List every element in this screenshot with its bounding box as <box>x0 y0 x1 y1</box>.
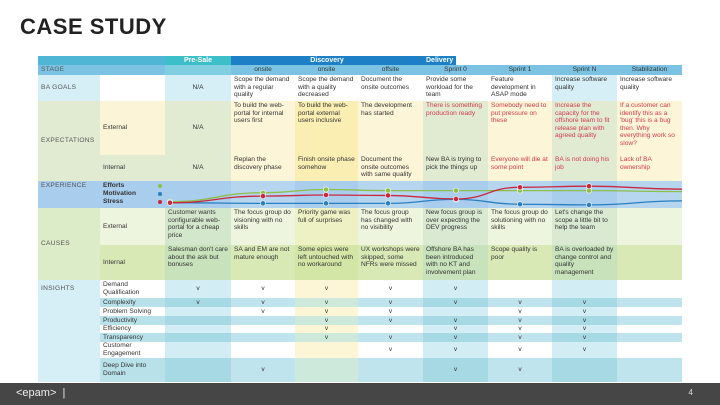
insight-check: v <box>423 325 488 333</box>
stage-2: onsite <box>295 65 358 75</box>
causes-external-label: External <box>100 208 165 245</box>
expectation-cell: Finish onsite phase somehow <box>295 155 358 181</box>
insights-label: INSIGHTS <box>38 280 100 382</box>
insight-check <box>231 333 295 342</box>
header-blank <box>38 56 165 65</box>
insight-check <box>165 342 231 358</box>
point-motivation <box>260 201 265 206</box>
legend-item <box>103 182 162 190</box>
insight-check <box>358 358 423 382</box>
insight-check <box>295 358 358 382</box>
insight-check <box>617 307 682 316</box>
insight-check: v <box>358 333 423 342</box>
causes-label: CAUSES <box>38 208 100 280</box>
goals-sub <box>100 75 165 101</box>
page-number: 4 <box>688 388 693 397</box>
insight-check: v <box>423 342 488 358</box>
insight-check <box>617 342 682 358</box>
cause-cell: Scope quality is poor <box>488 245 552 280</box>
insight-label: Productivity <box>100 316 165 325</box>
expectation-cell: Replan the discovery phase <box>231 155 295 181</box>
goals-label: BA GOALS <box>38 75 100 101</box>
insight-check: v <box>165 280 231 298</box>
phase-delivery: Delivery <box>423 56 456 65</box>
stage-7: Stabilization <box>617 65 682 75</box>
cause-cell: Some epics were left untouched with no workaround <box>295 245 358 280</box>
goal-cell: Scope the demand with a regular quality <box>231 75 295 101</box>
expectation-cell: To build the web-portal external users inclusive <box>295 101 358 155</box>
insight-label: Complexity <box>100 298 165 307</box>
cause-cell: The focus group do solutioning with no skills <box>488 208 552 245</box>
point-stress <box>586 184 591 189</box>
cause-cell: Salesman don't care about the ask but bonuses <box>165 245 231 280</box>
insight-check: v <box>552 316 617 325</box>
insight-check <box>617 358 682 382</box>
cause-cell: The focus group has changed with no visibility <box>358 208 423 245</box>
expectation-cell: The development has started <box>358 101 423 155</box>
insight-check: v <box>231 280 295 298</box>
insight-check: v <box>488 316 552 325</box>
stage-0 <box>165 65 231 75</box>
insight-check: v <box>358 298 423 307</box>
point-stress <box>453 196 458 201</box>
expectation-cell: Increase the capacity for the offshore team to fit release plan with agreed quality <box>552 101 617 155</box>
point-motivation <box>385 201 390 206</box>
point-stress <box>260 194 265 199</box>
expectation-cell: Document the onsite outcomes with same quality <box>358 155 423 181</box>
legend-marker-icon <box>158 192 162 196</box>
logo-text: <epam> <box>16 387 57 399</box>
goal-cell: Scope the demand with a quality decreased <box>295 75 358 101</box>
insight-check <box>165 316 231 325</box>
insight-check <box>617 333 682 342</box>
insight-check: v <box>295 325 358 333</box>
expectation-cell: There is something production ready <box>423 101 488 155</box>
point-efforts <box>385 188 390 193</box>
cause-cell: BA is overloaded by change control and quality management <box>552 245 617 280</box>
insight-check: v <box>231 298 295 307</box>
insight-check <box>231 325 295 333</box>
cause-cell <box>617 208 682 245</box>
point-motivation <box>323 201 328 206</box>
legend-item <box>103 198 162 206</box>
insight-check <box>231 342 295 358</box>
phase-presale: Pre-Sale <box>165 56 231 65</box>
point-stress <box>517 185 522 190</box>
expectation-cell: N/A <box>165 155 231 181</box>
insight-check <box>165 333 231 342</box>
insight-check: v <box>552 325 617 333</box>
insight-check <box>488 280 552 298</box>
expectations-external-label: External <box>100 101 165 155</box>
insight-label: Efficiency <box>100 325 165 333</box>
stage-1: onsite <box>231 65 295 75</box>
expectation-cell: BA is not doing his job <box>552 155 617 181</box>
expectations-label: EXPECTATIONS <box>38 101 100 181</box>
insight-check: v <box>295 298 358 307</box>
stage-5: Sprint 1 <box>488 65 552 75</box>
goal-cell: Feature development in ASAP mode <box>488 75 552 101</box>
insight-check <box>358 325 423 333</box>
cause-cell: The focus group do visioning with no skills <box>231 208 295 245</box>
insight-check <box>552 280 617 298</box>
point-motivation <box>586 202 591 207</box>
insight-check: v <box>488 325 552 333</box>
legend-marker-icon <box>158 200 162 204</box>
cause-cell: Priority game was full of surprises <box>295 208 358 245</box>
series-line-motivation <box>170 199 682 205</box>
point-efforts <box>323 187 328 192</box>
insight-label: Problem Solving <box>100 307 165 316</box>
experience-legend <box>100 181 165 208</box>
cause-cell <box>617 245 682 280</box>
stage-label: STAGE <box>38 65 165 75</box>
stage-4: Sprint 0 <box>423 65 488 75</box>
insight-check <box>617 280 682 298</box>
expectation-cell: Somebody need to put pressure on these <box>488 101 552 155</box>
series-line-stress <box>170 186 682 203</box>
insight-check: v <box>423 280 488 298</box>
experience-chart <box>165 181 682 208</box>
insight-check: v <box>552 342 617 358</box>
insight-check: v <box>295 316 358 325</box>
insight-check: v <box>231 358 295 382</box>
cause-cell: UX workshops were skipped, some NFRs were missed <box>358 245 423 280</box>
cause-cell: Customer wants configurable web-portal for a cheap price <box>165 208 231 245</box>
insight-check <box>165 307 231 316</box>
expectation-cell: Lack of BA ownership <box>617 155 682 181</box>
insight-label: Demand Qualification <box>100 280 165 298</box>
insight-check: v <box>423 298 488 307</box>
expectation-cell: To build the web-portal for internal users first <box>231 101 295 155</box>
insight-check: v <box>488 333 552 342</box>
insight-check: v <box>488 342 552 358</box>
expectation-cell: N/A <box>165 101 231 155</box>
point-stress <box>167 200 172 205</box>
goal-cell: N/A <box>165 75 231 101</box>
cause-cell: Let's change the scope a little bit to help the team <box>552 208 617 245</box>
insight-check: v <box>295 280 358 298</box>
insight-check: v <box>488 298 552 307</box>
cause-cell: New focus group is over expecting the DEV progress <box>423 208 488 245</box>
causes-internal-label: Internal <box>100 245 165 280</box>
insight-check: v <box>358 342 423 358</box>
stage-6: Sprint N <box>552 65 617 75</box>
insight-check: v <box>488 358 552 382</box>
point-motivation <box>517 202 522 207</box>
insight-check <box>423 307 488 316</box>
insight-check <box>552 358 617 382</box>
goal-cell: Provide some workload for the team <box>423 75 488 101</box>
insight-check: v <box>488 307 552 316</box>
legend-label: Motivation <box>103 190 136 197</box>
goal-cell: Increase software quality <box>617 75 682 101</box>
footer <box>0 383 720 405</box>
insight-check <box>231 316 295 325</box>
expectation-cell: New BA is trying to pick the things up <box>423 155 488 181</box>
insight-check: v <box>423 333 488 342</box>
insight-check: v <box>423 358 488 382</box>
point-stress <box>385 193 390 198</box>
insight-check: v <box>552 307 617 316</box>
phase-discovery: Discovery <box>231 56 423 65</box>
legend-item <box>103 190 162 198</box>
expectation-cell: If a customer can identify this as a 'bug' this is a bug then. Why everything work so slow? <box>617 101 682 155</box>
insight-check: v <box>358 307 423 316</box>
point-stress <box>323 192 328 197</box>
insight-check <box>165 325 231 333</box>
legend-label: Stress <box>103 198 124 205</box>
legend-marker-icon <box>158 184 162 188</box>
insight-check: v <box>358 280 423 298</box>
goal-cell: Increase software quality <box>552 75 617 101</box>
expectations-internal-label: Internal <box>100 155 165 181</box>
insight-check: v <box>231 307 295 316</box>
insight-check <box>617 316 682 325</box>
legend-label: Efforts <box>103 182 125 189</box>
cause-cell: SA and EM are not mature enough <box>231 245 295 280</box>
insight-check: v <box>552 298 617 307</box>
insight-check: v <box>295 333 358 342</box>
insight-check: v <box>358 316 423 325</box>
cause-cell: Offshore BA has been introduced with no KT and involvement plan <box>423 245 488 280</box>
insight-check <box>617 298 682 307</box>
stage-3: offsite <box>358 65 423 75</box>
insight-check <box>617 325 682 333</box>
goal-cell: Document the onsite outcomes <box>358 75 423 101</box>
epam-logo: <epam> | <box>16 387 66 399</box>
experience-label: EXPERIENCE <box>38 181 100 208</box>
series-line-efforts <box>170 190 682 202</box>
insight-check: v <box>295 307 358 316</box>
expectation-cell: Everyone will die at some point <box>488 155 552 181</box>
insight-label: Customer Engagement <box>100 342 165 358</box>
insight-check: v <box>423 316 488 325</box>
page-title: CASE STUDY <box>20 14 167 39</box>
insight-label: Transparency <box>100 333 165 342</box>
insight-check: v <box>165 298 231 307</box>
insight-check <box>165 358 231 382</box>
insight-check <box>295 342 358 358</box>
point-efforts <box>453 188 458 193</box>
insight-label: Deep Dive into Domain <box>100 358 165 382</box>
insight-check: v <box>552 333 617 342</box>
